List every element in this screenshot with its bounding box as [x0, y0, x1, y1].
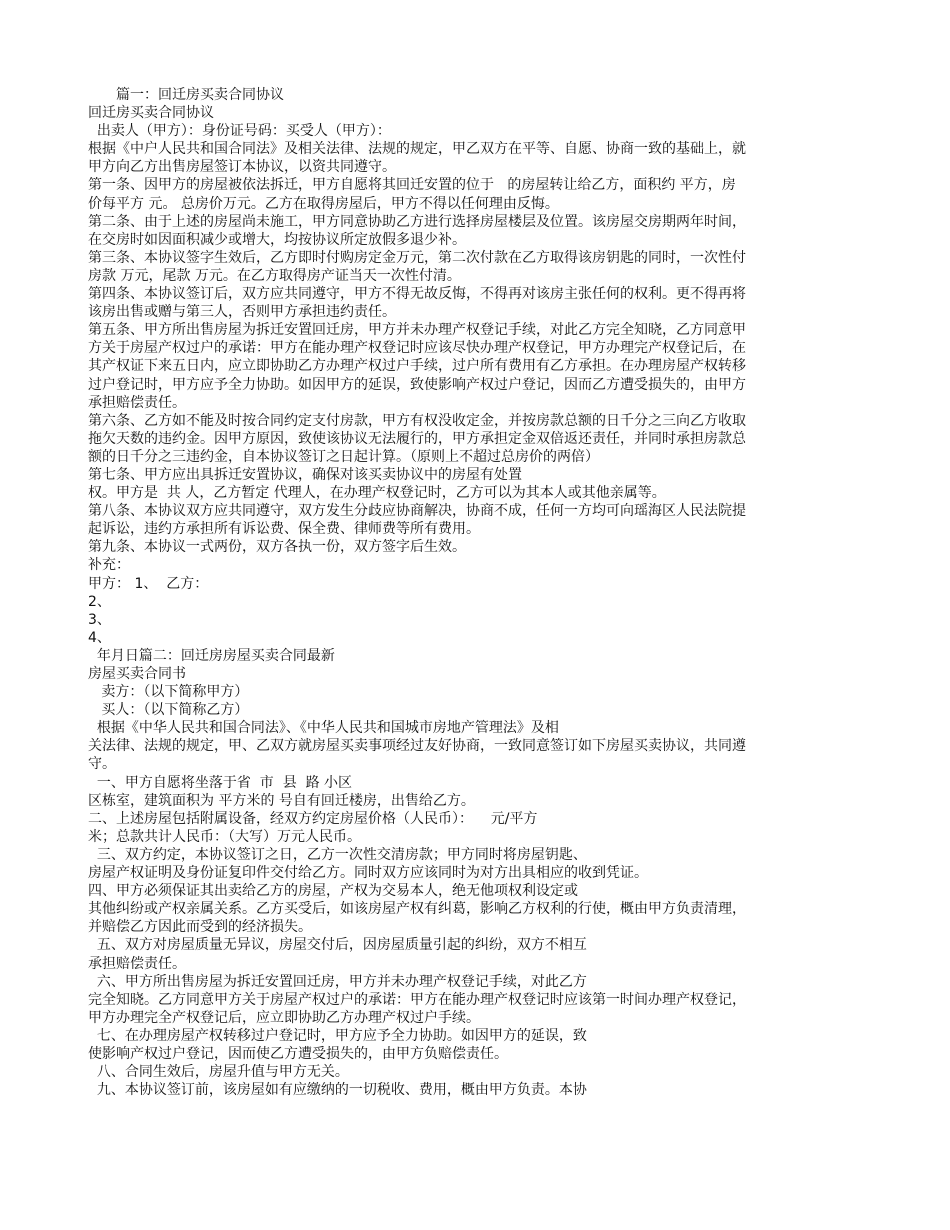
- text-line: 出卖人（甲方）：身份证号码：买受人（甲方）：: [88, 123, 391, 140]
- text-line: 第六条、乙方如不能及时按合同约定支付房款，甲方有权没收定金，并按房款总额的日千分之三向乙方收取: [88, 412, 746, 429]
- text-line: 篇一：回迁房买卖合同协议: [88, 87, 284, 103]
- text-line: 第九条、本协议一式两份，双方各执一份，双方签字后生效。: [88, 539, 466, 556]
- text-line: 七、在办理房屋产权转移过户登记时，甲方应予全力协助。如因甲方的延误，致: [88, 1027, 587, 1044]
- text-line: 并赔偿乙方因此而受到的经济损失。: [88, 919, 312, 936]
- text-line: 额的日千分之三违约金，自本协议签订之日起计算。（原则上不超过总房价的两倍）: [88, 448, 599, 465]
- text-line: 补充：: [88, 557, 130, 574]
- text-line: 第三条、本协议签字生效后，乙方即时付购房定金万元，第二次付款在乙方取得该房钥匙的同时，一次性付: [88, 249, 746, 266]
- text-line: 拖欠天数的违约金。因甲方原因，致使该协议无法履行的，甲方承担定金双倍返还责任，并同时承担房款总: [88, 430, 746, 447]
- text-line: 关法律、法规的规定，甲、乙双方就房屋买卖事项经过友好协商，一致同意签订如下房屋买卖协议，共同遵: [88, 738, 746, 755]
- text-line: 五、双方对房屋质量无异议，房屋交付后，因房屋质量引起的纠纷，双方不相互: [88, 937, 587, 954]
- text-line: 过户登记时，甲方应予全力协助。如因甲方的延误，致使影响产权过户登记，因而乙方遭受损失的，由甲方: [88, 376, 746, 393]
- text-line: 该房出售或赠与第三人，否则甲方承担违约责任。: [88, 304, 396, 321]
- text-line: 根据《中华人民共和国合同法》、《中华人民共和国城市房地产管理法》及相: [88, 720, 559, 737]
- text-line: 承担赔偿责任。: [88, 394, 186, 411]
- text-line: 甲方： 1、 乙方：: [88, 575, 209, 592]
- text-line: 三、双方约定，本协议签订之日，乙方一次性交清房款；甲方同时将房屋钥匙、: [88, 846, 587, 863]
- text-line: 完全知晓。乙方同意甲方关于房屋产权过户的承诺：甲方在能办理产权登记时应该第一时间办理产权登记，: [88, 991, 746, 1008]
- text-line: 价每平方 元。 总房价万元。乙方在取得房屋后，甲方不得以任何理由反悔。: [88, 195, 559, 212]
- text-line: 第四条、本协议签订后，双方应共同遵守，甲方不得无故反悔，不得再对该房主张任何的权利。更不得再将: [88, 286, 746, 303]
- text-line: 承担赔偿责任。: [88, 955, 186, 972]
- text-line: 3、: [88, 611, 111, 628]
- text-line: 四、甲方必须保证其出卖给乙方的房屋，产权为交易本人，绝无他项权利设定或: [88, 883, 578, 900]
- text-line: 4、: [88, 629, 111, 646]
- text-line: 房款 万元，尾款 万元。在乙方取得房产证当天一次性付清。: [88, 267, 461, 284]
- text-line: 其产权证下来五日内，应立即协助乙方办理产权过户手续，过户所有费用有乙方承担。在办理房屋产权转移: [88, 358, 746, 375]
- text-line: 房屋产权证明及身份证复印件交付给乙方。同时双方应该同时为对方出具相应的收到凭证。: [88, 865, 648, 882]
- text-line: 九、本协议签订前，该房屋如有应缴纳的一切税收、费用，概由甲方负责。本协: [88, 1082, 587, 1099]
- text-line: 二、上述房屋包括附属设备，经双方约定房屋价格（人民币）： 元/平方: [88, 810, 538, 827]
- text-line: 根据《中户人民共和国合同法》及相关法律、法规的规定，甲乙双方在平等、自愿、协商一致的基础上，就: [88, 141, 746, 158]
- text-line: 房屋买卖合同书: [88, 666, 186, 682]
- text-line: 第二条、由于上述的房屋尚未施工，甲方同意协助乙方进行选择房屋楼层及位置。该房屋交房期两年时间，: [88, 213, 746, 230]
- text-line: 使影响产权过户登记，因而使乙方遭受损失的，由甲方负赔偿责任。: [88, 1045, 508, 1062]
- text-line: 第七条、甲方应出具拆迁安置协议，确保对该买卖协议中的房屋有处置: [88, 466, 522, 483]
- text-line: 第八条、本协议双方应共同遵守，双方发生分歧应协商解决，协商不成，任何一方均可向瑶海区人民法院提: [88, 503, 746, 520]
- text-line: 其他纠纷或产权亲属关系。乙方买受后，如该房屋产权有纠葛，影响乙方权利的行使，概由甲方负责清理，: [88, 901, 746, 918]
- text-line: 权。甲方是 共 人，乙方暂定 代理人，在办理产权登记时，乙方可以为其本人或其他亲属等。: [88, 485, 666, 502]
- text-line: 米；总款共计人民币：（大写）万元人民币。: [88, 828, 361, 845]
- text-line: 方关于房屋产权过户的承诺：甲方在能办理产权登记时应该尽快办理产权登记，甲方办理完产权登记后，在: [88, 340, 746, 357]
- text-line: 2、: [88, 593, 111, 610]
- text-line: 买人：（以下简称乙方）: [88, 702, 249, 719]
- text-line: 卖方：（以下简称甲方）: [88, 684, 249, 701]
- text-line: 甲方向乙方出售房屋签订本协议，以资共同遵守。: [88, 159, 396, 176]
- text-line: 六、甲方所出售房屋为拆迁安置回迁房，甲方并未办理产权登记手续，对此乙方: [88, 973, 587, 990]
- text-line: 第五条、甲方所出售房屋为拆迁安置回迁房，甲方并未办理产权登记手续，对此乙方完全知晓，乙方同意甲: [88, 322, 746, 339]
- document-body: [88, 86, 863, 1099]
- text-line: 年月日篇二：回迁房房屋买卖合同最新: [88, 647, 335, 664]
- text-line: 在交房时如因面积减少或增大，均按协议所定放假多退少补。: [88, 231, 466, 248]
- text-line: 甲方办理完全产权登记后，应立即协助乙方办理产权过户手续。: [88, 1009, 480, 1026]
- text-line: 第一条、因甲方的房屋被依法拆迁，甲方自愿将其回迁安置的位于 的房屋转让给乙方，面积约 平方，房: [88, 177, 736, 194]
- text-line: 八、合同生效后，房屋升值与甲方无关。: [88, 1064, 349, 1081]
- text-line: 回迁房买卖合同协议: [88, 105, 214, 122]
- text-line: 守。: [88, 756, 116, 773]
- text-line: 区栋室，建筑面积为 平方米的 号自有回迁楼房，出售给乙方。: [88, 792, 475, 809]
- text-line: 起诉讼，违约方承担所有诉讼费、保全费、律师费等所有费用。: [88, 521, 480, 538]
- text-line: 一、甲方自愿将坐落于省 市 县 路 小区: [88, 774, 353, 791]
